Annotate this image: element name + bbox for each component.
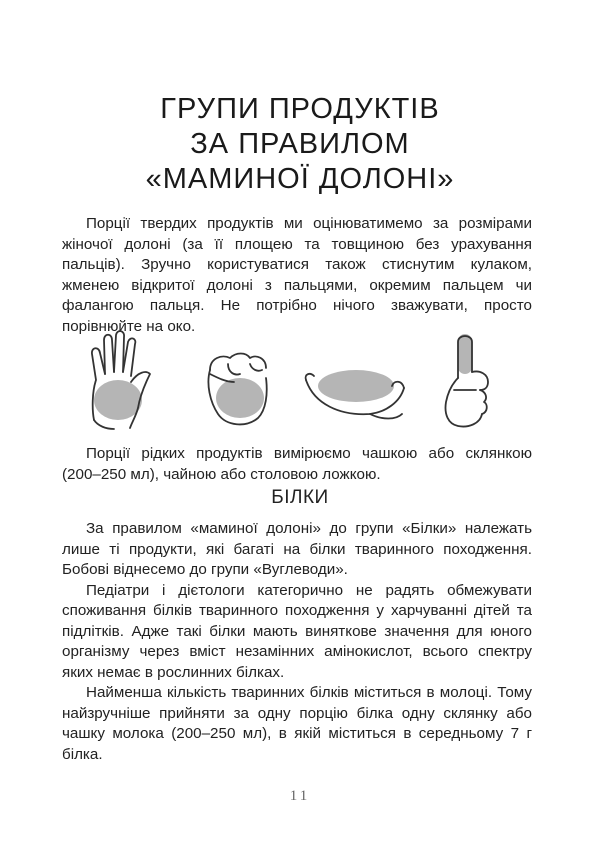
page-number: 11	[289, 788, 311, 804]
section-heading: БІЛКИ	[271, 487, 329, 508]
title-line-1: ГРУПИ ПРОДУКТІВ	[160, 93, 440, 125]
open-palm-icon	[92, 331, 150, 429]
liquids-paragraph: Порції рідких продуктів вимірюємо чашкою або склянкою (200–250 мл), чайною або столовою ложкою.	[62, 445, 532, 483]
cupped-hand-icon	[306, 370, 404, 419]
proteins-paragraph-2: Педіатри і дієтологи категорично не радять обмежувати споживання білків тваринного походження у харчуванні дітей та підлітків. Адже такі білки мають виняткове значення для юного організму через вміст незамінних амінокислот, всього спектру яких немає в рослинних білках.	[62, 581, 532, 681]
proteins-paragraph-1: За правилом «маминої долоні» до групи «Білки» належать лише ті продукти, які багаті на білки тваринного походження. Бобові віднесемо до групи «Вуглеводи».	[62, 520, 532, 578]
fist-icon	[208, 354, 266, 425]
proteins-text	[62, 519, 532, 765]
title-line-2: ЗА ПРАВИЛОМ	[190, 128, 410, 160]
intro-paragraph: Порції твердих продуктів ми оцінюватимемо за розмірами жіночої долоні (за її площею та товщиною без урахування пальців). Зручно користуватися також стиснутим кулаком, жменею відкритої долоні з пальцями, окремим пальцем чи фалангою пальця. Не потрібно нічого зважувати, просто порівнюйте на око.	[62, 215, 532, 335]
liquids-text	[62, 444, 532, 485]
thumb-icon	[446, 334, 489, 427]
proteins-paragraph-3: Найменша кількість тваринних білків міститься в молоці. Тому найзручніше прийняти за одну порцію білка одну склянку або чашку молока (200–250 мл), в якій міститься в середньому 7 г білка.	[62, 684, 532, 763]
page-title	[0, 92, 600, 197]
hand-portions-illustration	[80, 330, 520, 430]
intro-text	[62, 214, 532, 337]
title-line-3: «МАМИНОЇ ДОЛОНІ»	[145, 163, 455, 195]
